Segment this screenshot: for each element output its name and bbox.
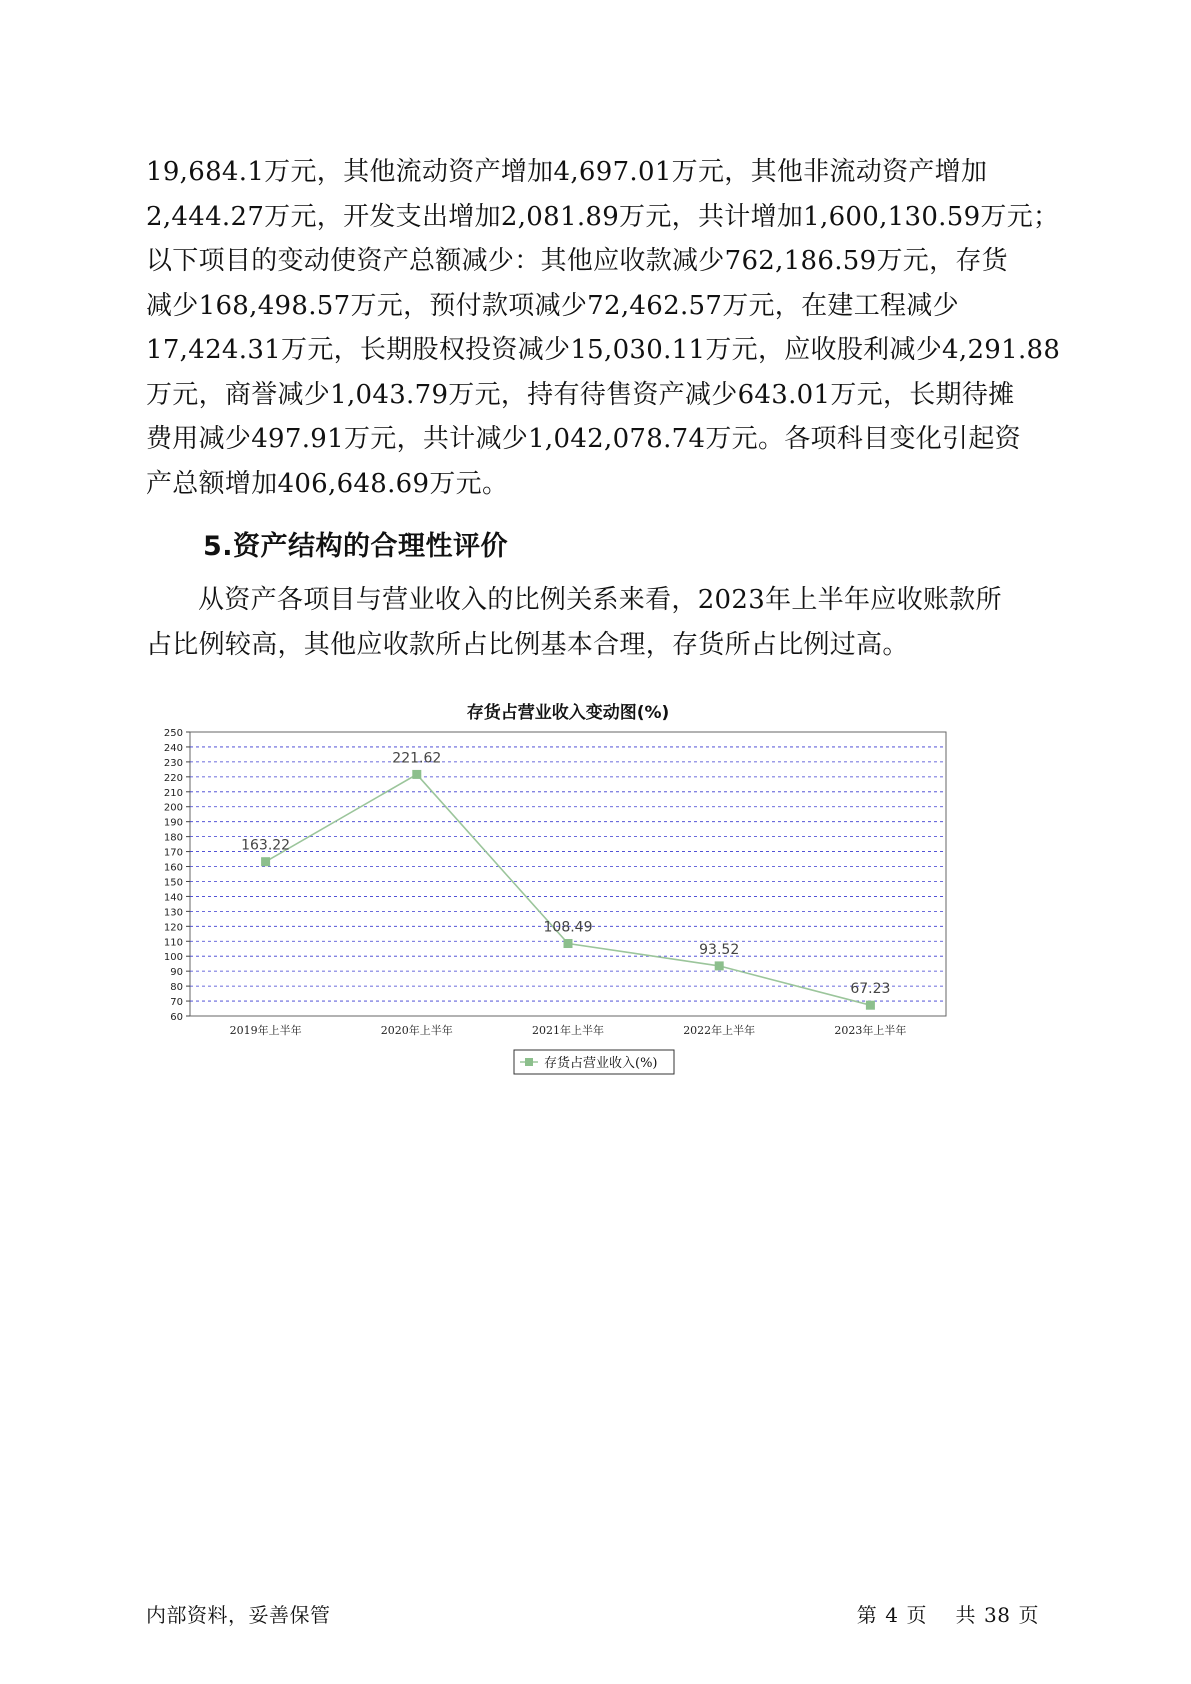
paragraph-line: 17,424.31万元，长期股权投资减少15,030.11万元，应收股利减少4,291.88 <box>146 335 1061 365</box>
total-prefix: 共 <box>955 1603 977 1627</box>
data-label: 93.52 <box>699 941 740 958</box>
y-tick-label: 180 <box>163 832 183 844</box>
data-point-marker <box>412 770 421 779</box>
y-tick-label: 80 <box>170 982 183 994</box>
data-point-marker <box>715 961 724 970</box>
legend-marker <box>525 1058 533 1066</box>
x-tick-label: 2022年上半年 <box>683 1024 756 1037</box>
y-tick-label: 130 <box>163 907 183 919</box>
page-number: 4 <box>885 1603 899 1627</box>
y-tick-label: 170 <box>163 847 183 859</box>
page-suffix: 页 <box>906 1603 927 1627</box>
series-line <box>266 774 871 1005</box>
paragraph-line: 万元，商誉减少1,043.79万元，持有待售资产减少643.01万元，长期待摊 <box>146 379 1015 410</box>
y-tick-label: 90 <box>170 967 183 979</box>
chart-svg <box>146 690 1046 1160</box>
plot-frame <box>190 732 946 1016</box>
chart-title: 存货占营业收入变动图(%) <box>466 703 670 723</box>
data-label: 163.22 <box>241 837 291 854</box>
y-tick-label: 240 <box>163 742 183 754</box>
y-tick-label: 230 <box>163 757 183 769</box>
page-prefix: 第 <box>856 1603 878 1627</box>
x-tick-label: 2023年上半年 <box>834 1024 907 1037</box>
total-pages: 38 <box>984 1603 1011 1627</box>
paragraph-line: 减少168,498.57万元，预付款项减少72,462.57万元，在建工程减少 <box>146 290 959 321</box>
y-tick-label: 110 <box>163 937 183 949</box>
y-tick-label: 250 <box>163 728 183 739</box>
y-tick-label: 150 <box>163 877 183 889</box>
y-tick-label: 220 <box>163 772 183 784</box>
section-heading: 5.资产结构的合理性评价 <box>203 531 509 562</box>
y-tick-label: 120 <box>163 922 183 934</box>
footer-page-info <box>853 1599 1043 1628</box>
data-label: 221.62 <box>392 750 442 767</box>
data-point-marker <box>261 857 270 866</box>
data-label: 108.49 <box>543 919 593 936</box>
y-tick-label: 200 <box>163 802 183 814</box>
y-tick-label: 140 <box>163 892 183 904</box>
paragraph-line: 2,444.27万元，开发支出增加2,081.89万元，共计增加1,600,130.59万元； <box>146 201 1060 232</box>
y-tick-label: 190 <box>163 817 183 829</box>
paragraph-line: 产总额增加406,648.69万元。 <box>146 468 509 499</box>
data-point-marker <box>564 939 573 948</box>
data-label: 67.23 <box>850 981 891 998</box>
x-tick-label: 2020年上半年 <box>380 1024 453 1037</box>
paragraph-line: 以下项目的变动使资产总额减少：其他应收款减少762,186.59万元，存货 <box>146 246 1008 276</box>
data-point-marker <box>866 1001 875 1010</box>
x-tick-label: 2019年上半年 <box>229 1024 302 1037</box>
y-tick-label: 100 <box>163 952 183 964</box>
paragraph-asset-structure <box>146 578 1046 667</box>
footer-confidential-note: 内部资料，妥善保管 <box>146 1603 331 1627</box>
inventory-ratio-chart <box>146 690 1046 1160</box>
paragraph-line: 占比例较高，其他应收款所占比例基本合理，存货所占比例过高。 <box>146 629 909 660</box>
legend-label: 存货占营业收入(%) <box>544 1056 658 1071</box>
paragraph-asset-changes <box>146 150 1061 506</box>
y-tick-label: 60 <box>170 1012 183 1023</box>
x-tick-label: 2021年上半年 <box>532 1024 604 1037</box>
total-suffix: 页 <box>1018 1603 1039 1627</box>
y-tick-label: 160 <box>163 862 183 874</box>
y-tick-label: 210 <box>163 787 183 799</box>
paragraph-line: 从资产各项目与营业收入的比例关系来看，2023年上半年应收账款所 <box>198 585 1002 615</box>
paragraph-line: 19,684.1万元，其他流动资产增加4,697.01万元，其他非流动资产增加 <box>146 157 988 187</box>
paragraph-line: 费用减少497.91万元，共计减少1,042,078.74万元。各项科目变化引起资 <box>146 424 1021 454</box>
y-tick-label: 70 <box>170 997 183 1009</box>
